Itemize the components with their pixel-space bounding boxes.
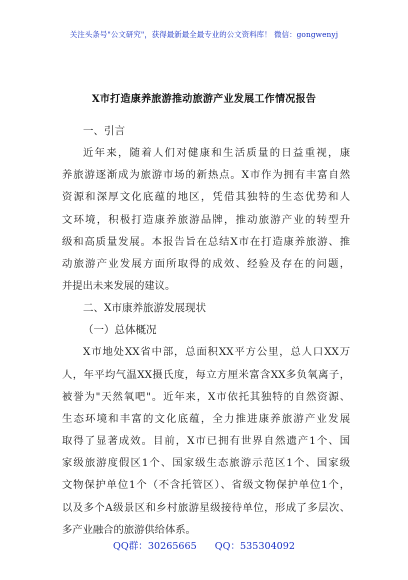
top-banner: 关注头条号"公文研究"，获得最新最全最专业的公文资料库！ 微信：gongwenyj bbox=[69, 30, 339, 39]
footer-contact bbox=[0, 538, 408, 552]
paragraph-line: 级和高质量发展。本报告旨在总结X市在打造康养旅游、推 bbox=[62, 235, 350, 248]
section-intro bbox=[62, 120, 350, 541]
paragraph-line: 多产业融合的旅游供给体系。 bbox=[62, 523, 196, 536]
paragraph-line: 人，年平均气温XX摄氏度，每立方厘米富含XX多负氧离子， bbox=[62, 368, 350, 381]
paragraph-line: 生态环境和丰富的文化底蕴，全力推进康养旅游产业发展 bbox=[62, 412, 350, 425]
paragraph-line: 文物保护单位1个（不含托管区）、省级文物保护单位1个， bbox=[62, 479, 350, 492]
section2-heading: 二、X市康养旅游发展现状 bbox=[83, 302, 206, 315]
paragraph-line: 家级旅游度假区1个、国家级生态旅游示范区1个、国家级 bbox=[62, 457, 350, 470]
paragraph-line: 并提出未来发展的建议。 bbox=[62, 280, 176, 293]
paragraph-line: X市地处XX省中部，总面积XX平方公里，总人口XX万 bbox=[83, 346, 350, 359]
section1-heading: 一、引言 bbox=[83, 125, 125, 137]
paragraph-line: 被誉为"天然氧吧"。近年来，X市依托其独特的自然资源、 bbox=[62, 390, 350, 403]
document-title: X市打造康养旅游推动旅游产业发展工作情况报告 bbox=[91, 94, 317, 105]
paragraph-line: 近年来，随着人们对健康和生活质量的日益重视，康 bbox=[83, 147, 350, 159]
paragraph-line: 取得了显著成效。目前，X市已拥有世界自然遗产1个、国 bbox=[62, 435, 350, 448]
qq-number: QQ：535304092 bbox=[214, 541, 295, 552]
paragraph-line: 资源和深厚文化底蕴的地区，凭借其独特的生态优势和人 bbox=[62, 191, 350, 204]
paragraph-line: 动旅游产业发展方面所取得的成效、经验及存在的问题， bbox=[62, 257, 350, 270]
paragraph-line: 以及多个A级景区和乡村旅游星级接待单位，形成了多层次、 bbox=[62, 501, 350, 514]
subsection1-heading: （一）总体概况 bbox=[83, 324, 157, 337]
paragraph-line: 文环境，积极打造康养旅游品牌，推动旅游产业的转型升 bbox=[62, 213, 350, 226]
qq-group-number: QQ群：30265665 bbox=[112, 541, 197, 552]
paragraph-line: 养旅游逐渐成为旅游市场的新热点。X市作为拥有丰富自然 bbox=[62, 169, 350, 182]
